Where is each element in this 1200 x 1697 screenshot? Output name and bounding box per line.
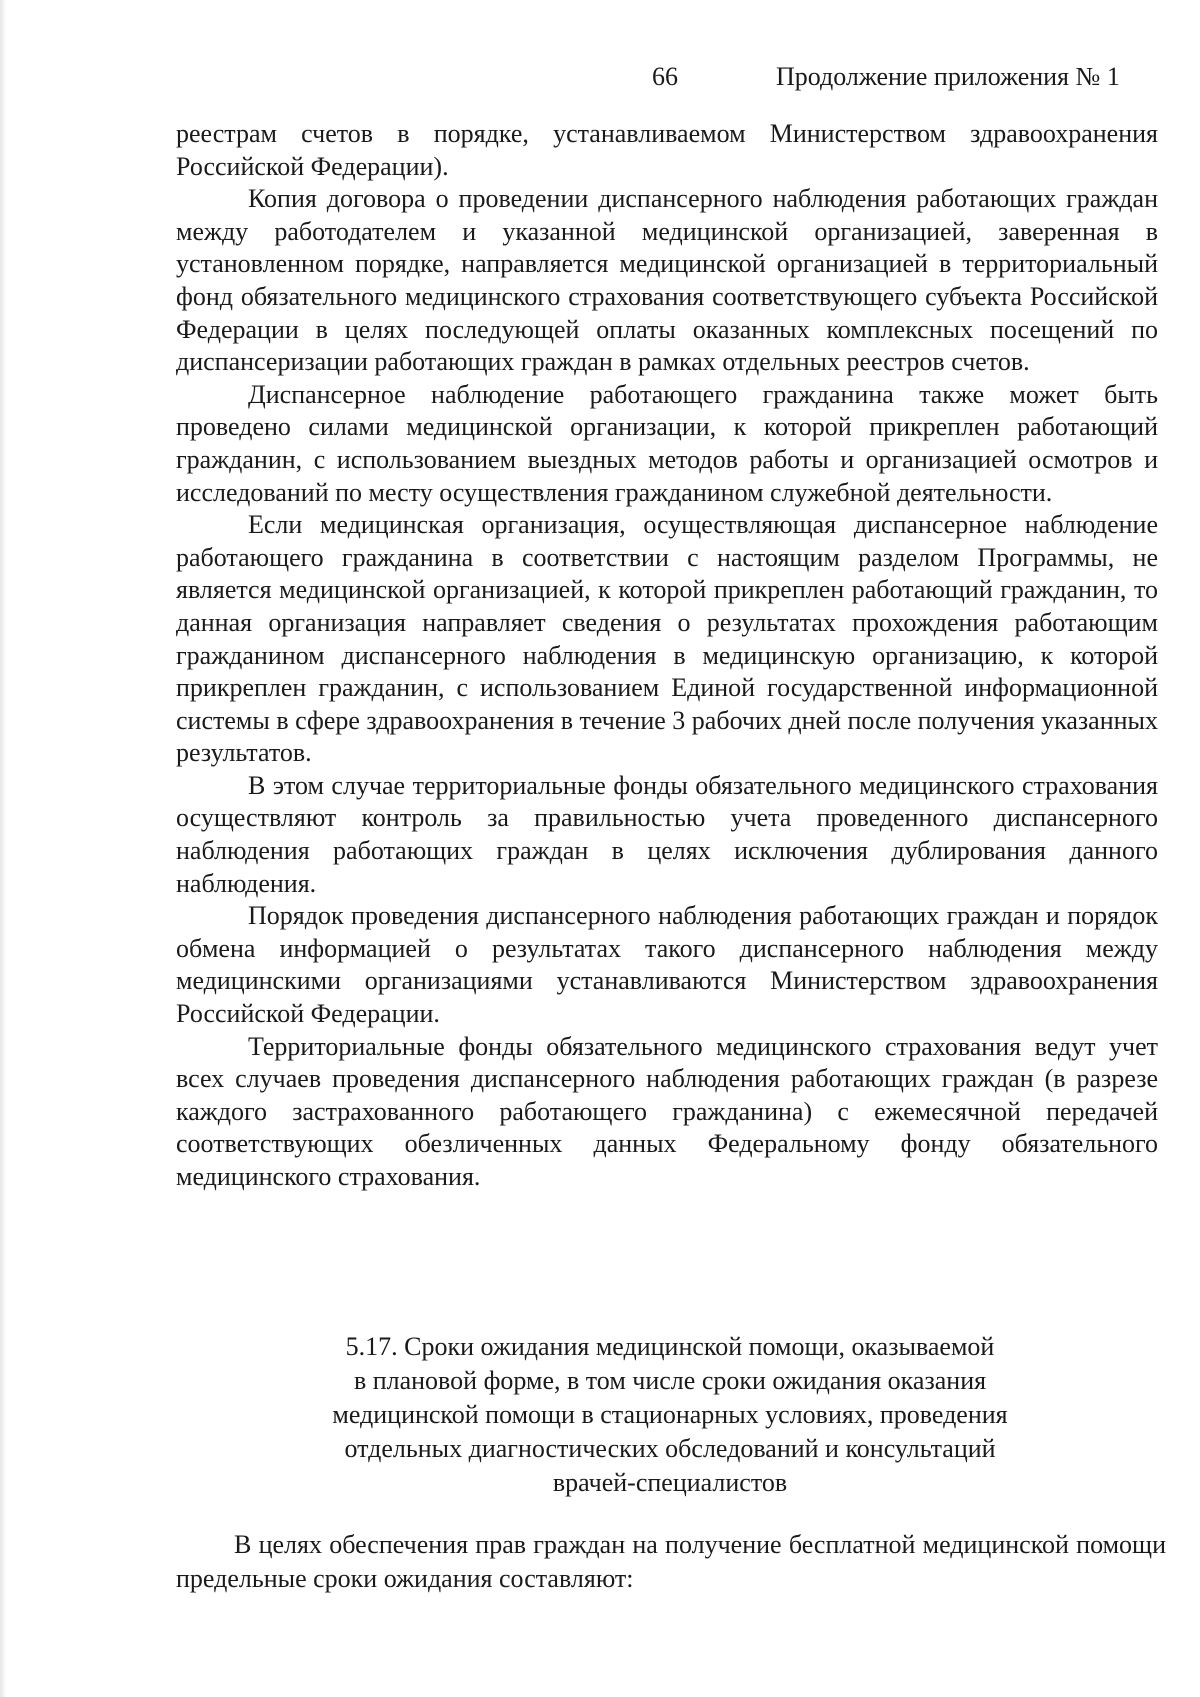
page-number: 66 (652, 62, 678, 91)
paragraph: Диспансерное наблюдение работающего гражданина также может быть проведено силами медицинской организации, к которой прикреплен работающий гражданин, с использованием выездных методов работы и организацией осмотров и исследований по месту осуществления гражданином служебной деятельности. (176, 379, 1158, 507)
paragraph: Порядок проведения диспансерного наблюдения работающих граждан и порядок обмена информацией о результатах такого диспансерного наблюдения между медицинскими организациями устанавливаются Министерством здравоохранения Российской Федерации. (176, 901, 1158, 1029)
paragraph: Территориальные фонды обязательного медицинского страхования ведут учет всех случаев проведения диспансерного наблюдения работающих граждан (в разрезе каждого застрахованного работающего гражданина) с ежемесячной передачей соответствующих обезличенных данных Федеральному фонду обязательного медицинского страхования. (176, 1031, 1158, 1191)
appendix-label: Продолжение приложения № 1 (776, 62, 1120, 91)
body-text (176, 118, 1158, 1194)
closing-paragraph: В целях обеспечения прав граждан на получение бесплатной медицинской помощи предельные сроки ожидания составляют: (176, 1530, 1166, 1593)
paragraph: реестрам счетов в порядке, устанавливаемом Министерством здравоохранения Российской Федерации). (176, 119, 1158, 181)
paragraph: Копия договора о проведении диспансерного наблюдения работающих граждан между работодателем и указанной медицинской организацией, заверенная в установленном порядке, направляется медицинской организацией в территориальный фонд обязательного медицинского страхования соответствующего субъекта Российской Федерации в целях последующей оплаты оказанных комплексных посещений по диспансеризации работающих граждан в рамках отдельных реестров счетов. (176, 184, 1158, 377)
paragraph: В этом случае территориальные фонды обязательного медицинского страхования осуществляют контроль за правильностью учета проведенного диспансерного наблюдения работающих граждан в целях исключения дублирования данного наблюдения. (176, 770, 1158, 898)
paragraph: Если медицинская организация, осуществляющая диспансерное наблюдение работающего гражданина в соответствии с настоящим разделом Программы, не является медицинской организацией, к которой прикреплен работающий гражданин, то данная организация направляет сведения о результатах прохождения работающим гражданином диспансерного наблюдения в медицинскую организацию, к которой прикреплен гражданин, с использованием Единой государственной информационной системы в сфере здравоохранения в течение 3 рабочих дней после получения указанных результатов. (176, 510, 1158, 768)
scan-edge (0, 0, 6, 1697)
page-header (0, 60, 1200, 100)
section-heading: 5.17. Сроки ожидания медицинской помощи, оказываемой в плановой форме, в том числе сроки ожидания оказания медицинской помощи в стационарных условиях, проведения отдельных диагностических обследований и консультаций врачей-специалистов (332, 1332, 1008, 1497)
